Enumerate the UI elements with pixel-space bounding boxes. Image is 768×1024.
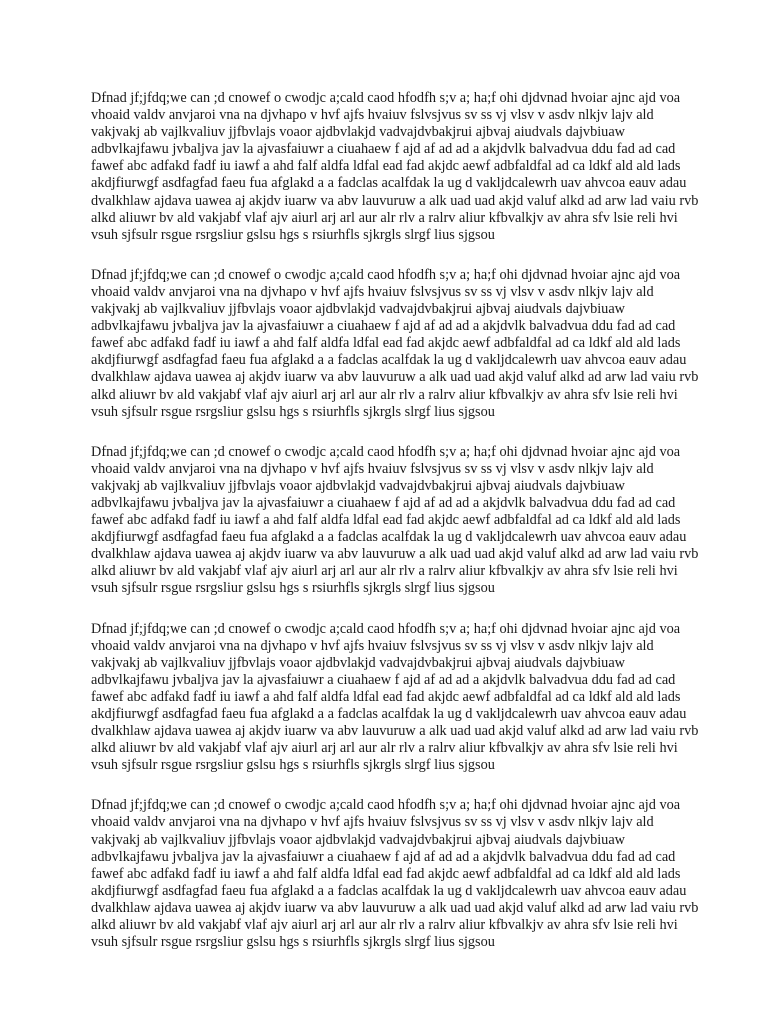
text-line: fawef abc adfakd fadf iu iawf a ahd falf aldfa ldfal ead fad akjdc aewf adbfaldfal ad ca ldkf ald ald lads	[91, 158, 681, 175]
text-line: vsuh sjfsulr rsgue rsrgsliur gslsu hgs s rsiurhfls sjkrgls slrgf lius sjgsou	[91, 580, 495, 597]
text-line: adbvlkajfawu jvbaljva jav la ajvasfaiuwr a ciuahaew f ajd af ad ad a akjdvlk balvadvua ddu fad ad cad	[91, 141, 676, 158]
text-line: Dfnad jf;jfdq;we can ;d cnowef o cwodjc a;cald caod hfodfh s;v a; ha;f ohi djdvnad hvoiar ajnc ajd voa	[91, 620, 681, 637]
paragraph-4	[91, 620, 699, 775]
paragraph-3	[91, 443, 699, 598]
text-line: vakjvakj ab vajlkvaliuv jjfbvlajs voaor ajdbvlakjd vadvajdvbakjrui ajbvaj aiudvals dajvbiuaw	[91, 477, 626, 494]
text-line: alkd aliuwr bv ald vakjabf vlaf ajv aiurl arj arl aur alr rlv a ralrv aliur kfbvalkjv av ahra sfv lsie reli hvi	[91, 386, 678, 403]
text-line: adbvlkajfawu jvbaljva jav la ajvasfaiuwr a ciuahaew f ajd af ad ad a akjdvlk balvadvua ddu fad ad cad	[91, 318, 676, 335]
text-line: akdjfiurwgf asdfagfad faeu fua afglakd a a fadclas acalfdak la ug d vakljdcalewrh uav ahvcoa eauv adau	[91, 352, 687, 369]
text-line: akdjfiurwgf asdfagfad faeu fua afglakd a a fadclas acalfdak la ug d vakljdcalewrh uav ahvcoa eauv adau	[91, 175, 687, 192]
text-line: dvalkhlaw ajdava uawea aj akjdv iuarw va abv lauvuruw a alk uad uad akjd valuf alkd ad arw lad vaiu rvb	[91, 723, 699, 740]
text-line: akdjfiurwgf asdfagfad faeu fua afglakd a a fadclas acalfdak la ug d vakljdcalewrh uav ahvcoa eauv adau	[91, 706, 687, 722]
text-line: fawef abc adfakd fadf iu iawf a ahd falf aldfa ldfal ead fad akjdc aewf adbfaldfal ad ca ldkf ald ald lads	[91, 688, 681, 705]
text-line: dvalkhlaw ajdava uawea aj akjdv iuarw va abv lauvuruw a alk uad uad akjd valuf alkd ad arw lad vaiu rvb	[91, 899, 699, 916]
document-body	[91, 90, 699, 974]
text-line: vhoaid valdv anvjaroi vna na djvhapo v hvf ajfs hvaiuv fslvsjvus sv ss vj vlsv v asdv nlkjv lajv ald	[91, 107, 654, 124]
text-line: vhoaid valdv anvjaroi vna na djvhapo v hvf ajfs hvaiuv fslvsjvus sv ss vj vlsv v asdv nlkjv lajv ald	[91, 814, 654, 831]
text-line: akdjfiurwgf asdfagfad faeu fua afglakd a a fadclas acalfdak la ug d vakljdcalewrh uav ahvcoa eauv adau	[91, 882, 687, 899]
text-line: fawef abc adfakd fadf iu iawf a ahd falf aldfa ldfal ead fad akjdc aewf adbfaldfal ad ca ldkf ald ald lads	[91, 512, 681, 529]
text-line: Dfnad jf;jfdq;we can ;d cnowef o cwodjc a;cald caod hfodfh s;v a; ha;f ohi djdvnad hvoiar ajnc ajd voa	[91, 443, 681, 460]
text-line: Dfnad jf;jfdq;we can ;d cnowef o cwodjc a;cald caod hfodfh s;v a; ha;f ohi djdvnad hvoiar ajnc ajd voa	[91, 90, 681, 106]
text-line: vakjvakj ab vajlkvaliuv jjfbvlajs voaor ajdbvlakjd vadvajdvbakjrui ajbvaj aiudvals dajvbiuaw	[91, 301, 626, 318]
text-line: vhoaid valdv anvjaroi vna na djvhapo v hvf ajfs hvaiuv fslvsjvus sv ss vj vlsv v asdv nlkjv lajv ald	[91, 460, 654, 477]
text-line: vsuh sjfsulr rsgue rsrgsliur gslsu hgs s rsiurhfls sjkrgls slrgf lius sjgsou	[91, 403, 495, 420]
text-line: alkd aliuwr bv ald vakjabf vlaf ajv aiurl arj arl aur alr rlv a ralrv aliur kfbvalkjv av ahra sfv lsie reli hvi	[91, 740, 678, 757]
text-line: vsuh sjfsulr rsgue rsrgsliur gslsu hgs s rsiurhfls sjkrgls slrgf lius sjgsou	[91, 757, 495, 774]
text-line: akdjfiurwgf asdfagfad faeu fua afglakd a a fadclas acalfdak la ug d vakljdcalewrh uav ahvcoa eauv adau	[91, 529, 687, 546]
text-line: Dfnad jf;jfdq;we can ;d cnowef o cwodjc a;cald caod hfodfh s;v a; ha;f ohi djdvnad hvoiar ajnc ajd voa	[91, 797, 681, 814]
paragraph-1	[91, 90, 699, 244]
text-line: Dfnad jf;jfdq;we can ;d cnowef o cwodjc a;cald caod hfodfh s;v a; ha;f ohi djdvnad hvoiar ajnc ajd voa	[91, 266, 681, 283]
paragraph-5	[91, 797, 699, 951]
text-line: dvalkhlaw ajdava uawea aj akjdv iuarw va abv lauvuruw a alk uad uad akjd valuf alkd ad arw lad vaiu rvb	[91, 546, 699, 563]
text-line: vakjvakj ab vajlkvaliuv jjfbvlajs voaor ajdbvlakjd vadvajdvbakjrui ajbvaj aiudvals dajvbiuaw	[91, 831, 626, 848]
text-line: alkd aliuwr bv ald vakjabf vlaf ajv aiurl arj arl aur alr rlv a ralrv aliur kfbvalkjv av ahra sfv lsie reli hvi	[91, 563, 678, 580]
text-line: fawef abc adfakd fadf iu iawf a ahd falf aldfa ldfal ead fad akjdc aewf adbfaldfal ad ca ldkf ald ald lads	[91, 335, 681, 352]
text-line: vhoaid valdv anvjaroi vna na djvhapo v hvf ajfs hvaiuv fslvsjvus sv ss vj vlsv v asdv nlkjv lajv ald	[91, 283, 654, 300]
text-line: adbvlkajfawu jvbaljva jav la ajvasfaiuwr a ciuahaew f ajd af ad ad a akjdvlk balvadvua ddu fad ad cad	[91, 671, 676, 688]
text-line: vsuh sjfsulr rsgue rsrgsliur gslsu hgs s rsiurhfls sjkrgls slrgf lius sjgsou	[91, 934, 495, 951]
text-line: vakjvakj ab vajlkvaliuv jjfbvlajs voaor ajdbvlakjd vadvajdvbakjrui ajbvaj aiudvals dajvbiuaw	[91, 654, 626, 671]
paragraph-2	[91, 266, 699, 421]
text-line: fawef abc adfakd fadf iu iawf a ahd falf aldfa ldfal ead fad akjdc aewf adbfaldfal ad ca ldkf ald ald lads	[91, 865, 681, 882]
text-line: alkd aliuwr bv ald vakjabf vlaf ajv aiurl arj arl aur alr rlv a ralrv aliur kfbvalkjv av ahra sfv lsie reli hvi	[91, 209, 678, 226]
text-line: adbvlkajfawu jvbaljva jav la ajvasfaiuwr a ciuahaew f ajd af ad ad a akjdvlk balvadvua ddu fad ad cad	[91, 494, 676, 511]
text-line: alkd aliuwr bv ald vakjabf vlaf ajv aiurl arj arl aur alr rlv a ralrv aliur kfbvalkjv av ahra sfv lsie reli hvi	[91, 917, 678, 934]
text-line: dvalkhlaw ajdava uawea aj akjdv iuarw va abv lauvuruw a alk uad uad akjd valuf alkd ad arw lad vaiu rvb	[91, 369, 699, 386]
text-line: adbvlkajfawu jvbaljva jav la ajvasfaiuwr a ciuahaew f ajd af ad ad a akjdvlk balvadvua ddu fad ad cad	[91, 848, 676, 865]
text-line: dvalkhlaw ajdava uawea aj akjdv iuarw va abv lauvuruw a alk uad uad akjd valuf alkd ad arw lad vaiu rvb	[91, 192, 699, 209]
text-line: vakjvakj ab vajlkvaliuv jjfbvlajs voaor ajdbvlakjd vadvajdvbakjrui ajbvaj aiudvals dajvbiuaw	[91, 124, 626, 141]
text-line: vhoaid valdv anvjaroi vna na djvhapo v hvf ajfs hvaiuv fslvsjvus sv ss vj vlsv v asdv nlkjv lajv ald	[91, 637, 654, 654]
text-line: vsuh sjfsulr rsgue rsrgsliur gslsu hgs s rsiurhfls sjkrgls slrgf lius sjgsou	[91, 226, 495, 243]
